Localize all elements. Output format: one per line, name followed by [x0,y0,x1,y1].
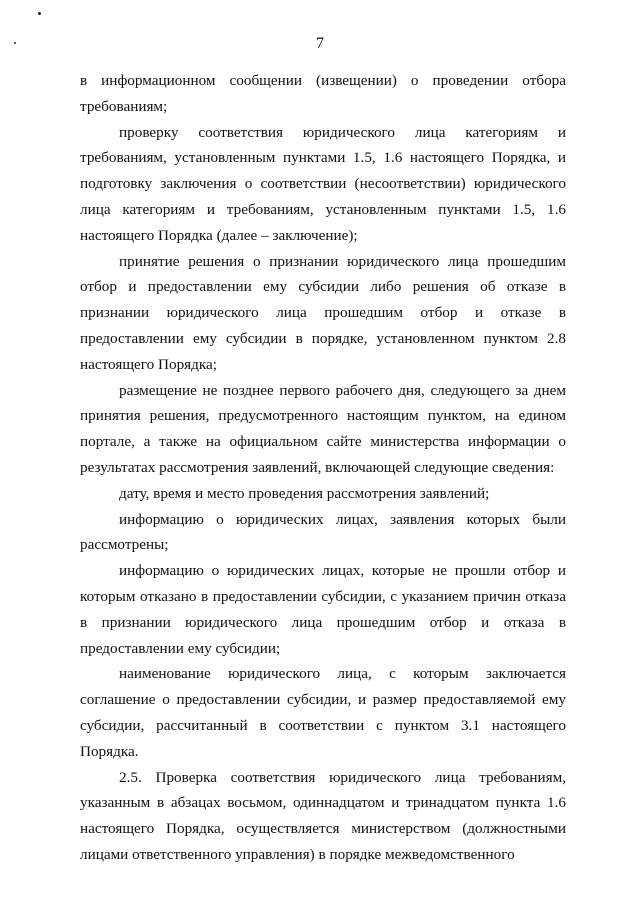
scan-speck [38,12,41,15]
paragraph-verification: проверку соответствия юридического лица категориям и требованиям, установленным пунктами 1.5, 1.6 настоящего Порядка, и подготовку заключения о соответствии (несоответствии) юридического лица категориям и требованиям, установленным пунктами 1.5, 1.6 настоящего Порядка (далее – заключение); [80,123,566,244]
paragraph-agreement-entity: наименование юридического лица, с которым заключается соглашение о предоставлении субсидии, и размер предоставляемой ему субсидии, рассчитанный в соответствии с пунктом 3.1 настоящего Порядка. [80,665,566,760]
paragraph-rejected-entities: информацию о юридических лицах, которые не прошли отбор и которым отказано в предоставлении субсидии, с указанием причин отказа в признании юридического лица прошедшим отбор и отказа в предоставлении ему субсидии; [80,562,566,657]
paragraph-decision: принятие решения о признании юридического лица прошедшим отбор и предоставлении ему субсидии либо решения об отказе в признании юридического лица прошедшим отбор и отказе в предоставлении ему субсидии в порядке, установленном пунктом 2.8 настоящего Порядка; [80,252,566,373]
paragraph-date-time-place: дату, время и место проведения рассмотрения заявлений; [119,484,490,502]
paragraph-continuation: в информационном сообщении (извещении) о проведении отбора требованиям; [80,72,566,115]
paragraph-publication: размещение не позднее первого рабочего дня, следующего за днем принятия решения, предусмотренного настоящим пунктом, на едином портале, а также на официальном сайте министерства информации о результатах рассмотрения заявлений, включающей следующие сведения: [80,381,566,476]
document-body [80,68,566,868]
paragraph-2-5: 2.5. Проверка соответствия юридического лица требованиям, указанным в абзацах восьмом, одиннадцатом и тринадцатом пункта 1.6 настоящего Порядка, осуществляется министерством (должностными лицами ответственного управления) в порядке межведомственного [80,768,566,863]
page-number: 7 [316,35,324,52]
paragraph-considered-entities: информацию о юридических лицах, заявления которых были рассмотрены; [80,510,566,554]
